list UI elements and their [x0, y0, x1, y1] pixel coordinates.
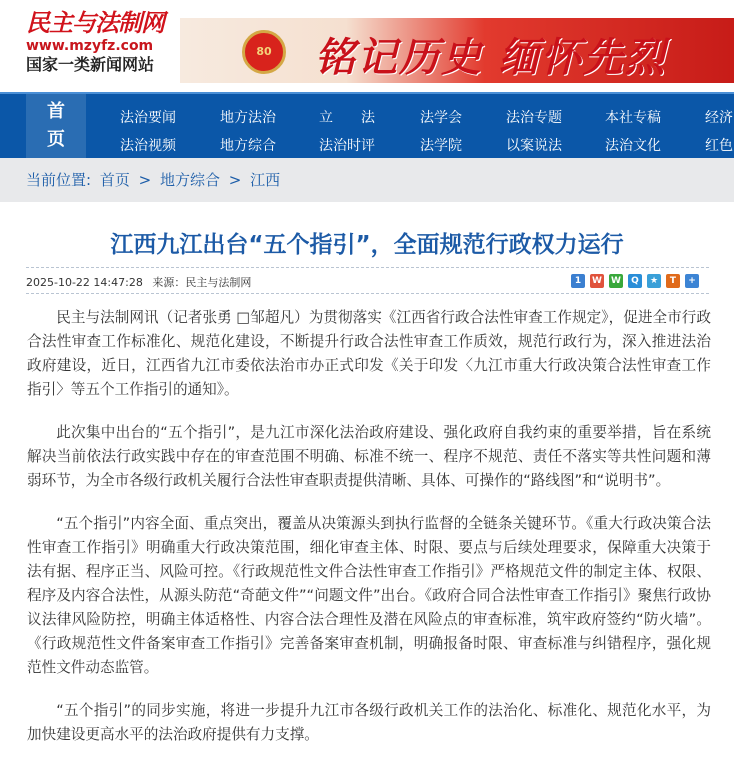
article-paragraph: “五个指引”的同步实施，将进一步提升九江市各级行政机关工作的法治化、标准化、规范化水平，为加快建设更高水平的法治政府提供有力支撑。 — [27, 702, 711, 743]
divider — [26, 293, 709, 294]
site-header — [0, 0, 734, 92]
article-paragraph: 民主与法制网讯（记者张勇 □邹超凡）为贯彻落实《江西省行政合法性审查工作规定》，促进全市行政合法性审查工作标准化、规范化建设，不断提升行政合法性审查工作质效，规范行政行为，深入推进法治政府建设，近日，江西省九江市委依法治市办正式印发《关于印发〈九江市重大行政决策合法性审查工作指引〉等五个工作指引的通知》。 — [27, 309, 711, 398]
nav-item[interactable]: 法学院 — [420, 138, 462, 154]
anniversary-badge-icon — [242, 30, 286, 74]
wechat-share-icon[interactable]: W — [609, 274, 623, 288]
breadcrumb-jiangxi[interactable]: 江西 — [250, 171, 281, 189]
more-share-icon[interactable]: + — [685, 274, 699, 288]
nav-item[interactable]: 地方综合 — [220, 138, 276, 154]
badge-number: 80 — [256, 45, 272, 58]
breadcrumb-label: 当前位置: — [26, 171, 92, 189]
nav-item[interactable]: 法治视频 — [120, 138, 176, 154]
article-paragraph: 此次集中出台的“五个指引”，是九江市深化法治政府建设、强化政府自我约束的重要举措，旨在系统解决当前依法行政实践中存在的审查范围不明确、标准不统一、程序不规范、责任不落实等共性问题和薄弱环节，为全市各级行政机关履行合法性审查职责提供清晰、具体、可操作的“路线图”和“说明书”。 — [27, 424, 711, 489]
site-logo[interactable] — [26, 8, 178, 86]
article-title: 江西九江出台“五个指引”，全面规范行政权力运行 — [110, 232, 624, 258]
share-bar — [571, 274, 699, 288]
nav-home[interactable] — [26, 94, 86, 160]
logo-url: www.mzyfz.com — [26, 38, 154, 54]
weibo-share-icon[interactable]: W — [590, 274, 604, 288]
breadcrumb-local[interactable]: 地方综合 — [160, 171, 221, 189]
commemoration-banner[interactable] — [180, 18, 734, 83]
publish-datetime: 2025-10-22 14:47:28 — [26, 276, 143, 289]
main-nav — [0, 92, 734, 158]
article-source: 来源：民主与法制网 — [152, 276, 252, 289]
qzone-share-icon[interactable]: Q — [628, 274, 642, 288]
nav-item[interactable]: 法治时评 — [319, 138, 375, 154]
banner-slogan: 铭记历史 缅怀先烈 — [315, 34, 667, 81]
nav-item[interactable]: 经济 — [705, 110, 733, 126]
nav-item[interactable]: 立 法 — [319, 110, 375, 126]
article-meta — [26, 274, 257, 290]
breadcrumb-home[interactable]: 首页 — [99, 171, 130, 189]
article-paragraph: “五个指引”内容全面、重点突出，覆盖从决策源头到执行监督的全链条关键环节。《重大行政决策合法性审查工作指引》明确重大行政决策范围，细化审查主体、时限、要点与后续处理要求，保障重大决策于法有据、程序正当、风险可控。《行政规范性文件合法性审查工作指引》严格规范文件的制定主体、权限、程序及内容合法性，从源头防范“奇葩文件”“问题文件”出台。《政府合同合法性审查工作指引》聚焦行政协议法律风险防控，明确主体适格性、内容合法合理性及潜在风险点的审查标准，筑牢政府签约“防火墙”。《行政规范性文件备案审查工作指引》完善备案审查机制，明确报备时限、审查标准与纠错程序，强化规范性文件动态监管。 — [27, 515, 711, 676]
renren-share-icon[interactable]: T — [666, 274, 680, 288]
breadcrumb — [0, 158, 734, 202]
article-body — [27, 306, 711, 766]
nav-item[interactable]: 法治专题 — [506, 110, 562, 126]
nav-item[interactable]: 本社专稿 — [605, 110, 661, 126]
logo-tagline: 国家一类新闻网站 — [26, 55, 155, 74]
nav-item[interactable]: 法学会 — [420, 110, 462, 126]
nav-item[interactable]: 以案说法 — [506, 138, 562, 154]
breadcrumb-sep: > — [228, 171, 242, 189]
logo-brand: 民主与法制网 — [26, 8, 164, 37]
baidu-share-icon[interactable]: 1 — [571, 274, 585, 288]
nav-item[interactable]: 红色 — [705, 138, 733, 154]
nav-item[interactable]: 法治文化 — [605, 138, 661, 154]
nav-item[interactable]: 地方法治 — [220, 110, 276, 126]
favorite-share-icon[interactable]: ★ — [647, 274, 661, 288]
nav-home-label: 首页 — [47, 101, 65, 150]
nav-item[interactable]: 法治要闻 — [120, 110, 176, 126]
breadcrumb-sep: > — [138, 171, 152, 189]
divider — [26, 267, 709, 268]
